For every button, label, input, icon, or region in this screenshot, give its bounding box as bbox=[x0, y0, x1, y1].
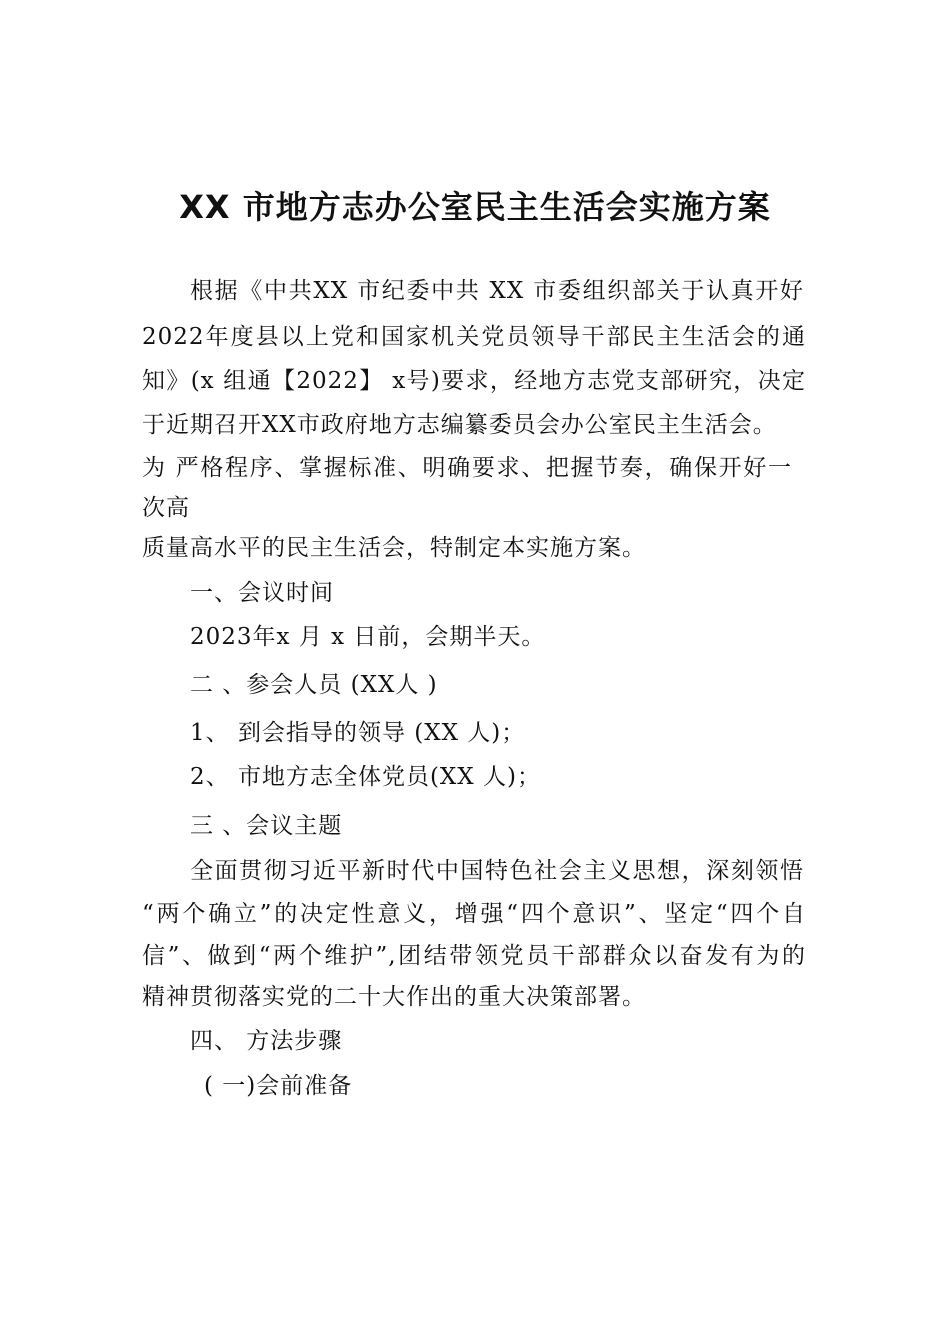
section-3-line-4: 精神贯彻落实党的二十大作出的重大决策部署。 bbox=[142, 984, 646, 1010]
intro-line-3: 知》(x 组通【2022】 x号)要求，经地方志党支部研究，决定 bbox=[142, 368, 806, 394]
section-4-heading: 四、 方法步骤 bbox=[190, 1028, 343, 1054]
intro-line-1: 根据《中共XX 市纪委中共 XX 市委组织部关于认真开好 bbox=[190, 278, 804, 304]
intro-line-7: 质量高水平的民主生活会，特制定本实施方案。 bbox=[142, 535, 646, 561]
section-2-item-1: 1、 到会指导的领导 (XX 人)； bbox=[190, 720, 526, 746]
section-1-heading: 一、会议时间 bbox=[190, 580, 334, 606]
intro-line-2: 2022年度县以上党和国家机关党员领导干部民主生活会的通 bbox=[142, 324, 806, 350]
intro-line-5: 为 严格程序、掌握标准、明确要求、把握节奏，确保开好一 bbox=[142, 455, 792, 481]
section-3-heading: 三 、会议主题 bbox=[190, 813, 343, 839]
section-2-item-2: 2、 市地方志全体党员(XX 人)； bbox=[190, 764, 541, 790]
section-4-subheading-1: ( 一)会前准备 bbox=[204, 1073, 353, 1099]
intro-line-6: 次高 bbox=[142, 495, 190, 521]
section-1-text: 2023年x 月 x 日前，会期半天。 bbox=[190, 624, 546, 650]
document-title: XX 市地方志办公室民主生活会实施方案 bbox=[179, 188, 771, 226]
intro-line-4: 于近期召开XX市政府地方志编纂委员会办公室民主生活会。 bbox=[142, 412, 777, 438]
section-2-heading: 二 、参会人员 (XX人 ) bbox=[190, 672, 438, 698]
section-3-line-1: 全面贯彻习近平新时代中国特色社会主义思想，深刻领悟 bbox=[190, 858, 804, 884]
section-3-line-3: 信”、做到“两个维护”,团结带领党员干部群众以奋发有为的 bbox=[142, 943, 806, 969]
section-3-line-2: “两个确立”的决定性意义，增强“四个意识”、坚定“四个自 bbox=[142, 901, 806, 927]
